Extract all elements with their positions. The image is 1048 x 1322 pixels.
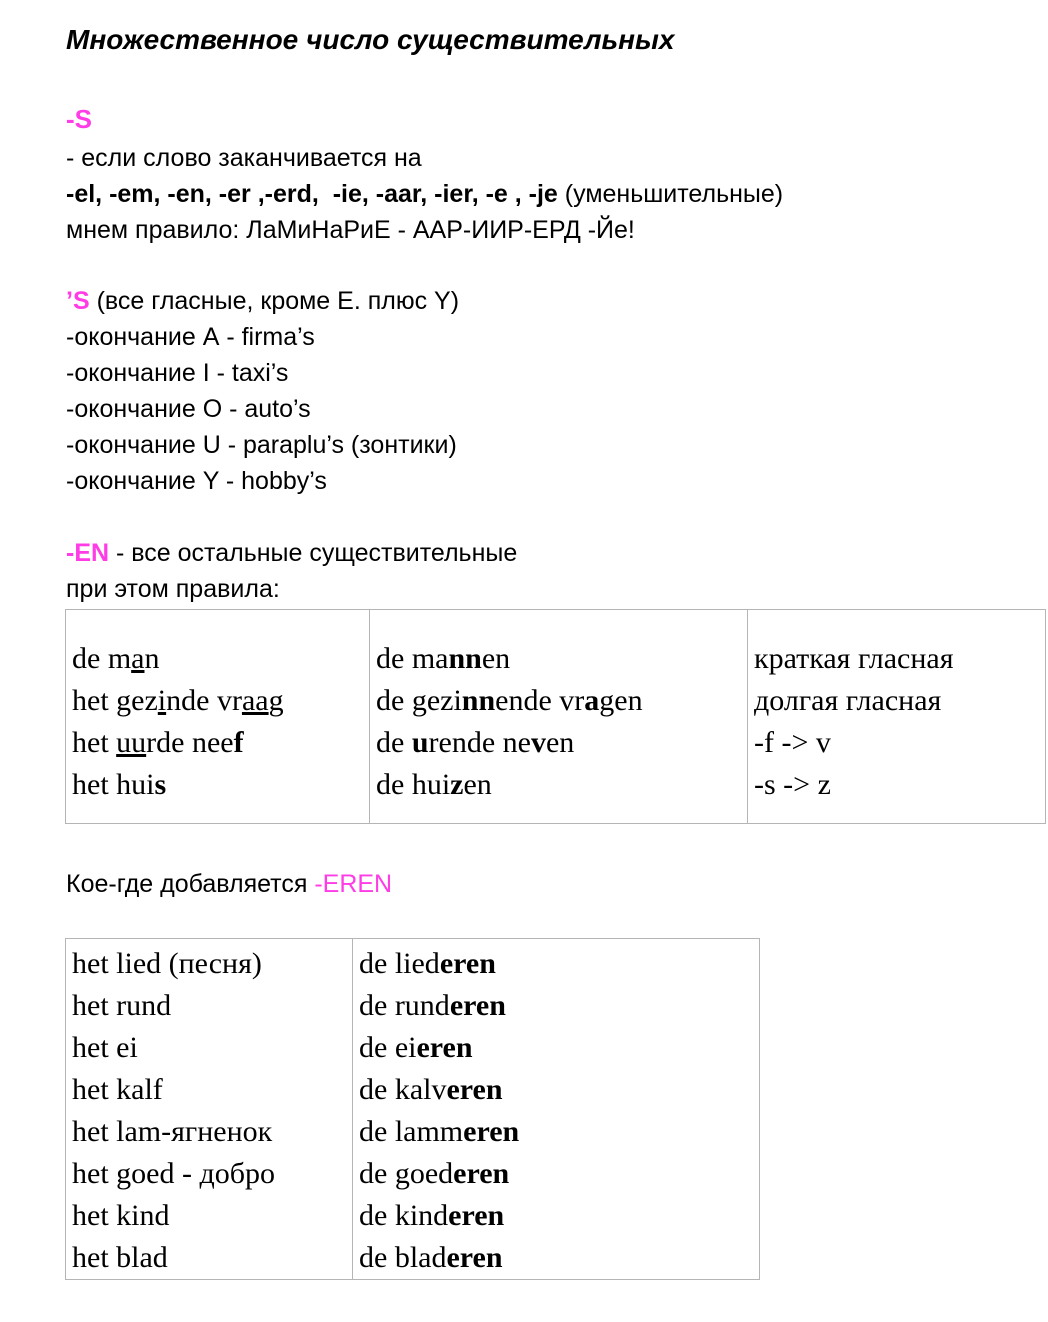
plural-base: de kind <box>359 1199 449 1232</box>
word-fragment: het gez <box>72 684 158 717</box>
word-fragment: v <box>530 726 546 759</box>
word-fragment: de hui <box>376 768 451 801</box>
eren-singular: het lied (песня) <box>72 947 262 980</box>
rule-text: -s -> z <box>754 768 831 801</box>
rules-table-rule-col <box>748 610 1046 824</box>
section-apos-item: -окончание Y - hobby’s <box>66 467 327 495</box>
plural-word <box>376 680 741 722</box>
word-fragment: nn <box>461 684 496 717</box>
eren-singular: het lam-ягненок <box>72 1115 273 1148</box>
eren-plural <box>359 985 753 1027</box>
eren-singular: het rund <box>72 989 172 1022</box>
word-fragment: nn <box>448 642 482 675</box>
section-en-heading-line <box>66 535 517 571</box>
eren-singular-col <box>66 939 353 1280</box>
section-s-endings: -el, -em, -en, -er ,-erd, -ie, -aar, -ier, -e , -je <box>66 180 558 208</box>
plural-word <box>376 764 741 806</box>
eren-plural <box>359 1237 753 1279</box>
plural-base: de goed <box>359 1157 454 1190</box>
plural-suffix: eren <box>448 1199 505 1232</box>
rules-table-singular-col <box>66 610 370 824</box>
word-fragment: z <box>450 768 464 801</box>
eren-plural <box>359 1195 753 1237</box>
plural-base: de rund <box>359 989 450 1022</box>
section-en-line2: при этом правила: <box>66 575 280 603</box>
section-apos-heading-line <box>66 283 459 319</box>
word-fragment: de ma <box>376 642 449 675</box>
word-fragment: f <box>233 726 244 759</box>
plural-base: de lamm <box>359 1115 464 1148</box>
word-fragment: n <box>144 642 160 675</box>
word-fragment: aa <box>241 684 269 717</box>
plural-base: de blad <box>359 1241 447 1274</box>
plural-suffix: eren <box>439 947 496 980</box>
plural-suffix: eren <box>446 1073 503 1106</box>
word-fragment: gen <box>599 684 643 717</box>
word-fragment: het <box>72 726 117 759</box>
word-fragment: en <box>545 726 575 759</box>
plural-suffix: eren <box>449 989 506 1022</box>
section-apos-item: -окончание I - taxi’s <box>66 359 289 387</box>
word-fragment: s <box>154 768 167 801</box>
rule-text: краткая гласная <box>754 642 954 675</box>
section-eren-line <box>66 866 392 902</box>
section-apos-heading: ’S <box>66 287 90 315</box>
eren-plural <box>359 1027 753 1069</box>
eren-singular: het blad <box>72 1241 168 1274</box>
section-s-line1: - если слово заканчивается на <box>66 144 422 172</box>
rules-table <box>65 609 1046 824</box>
word-fragment: en <box>463 768 492 801</box>
word-fragment: ende vr <box>495 684 585 717</box>
rule-text: долгая гласная <box>754 684 942 717</box>
word-fragment: de m <box>72 642 132 675</box>
word-fragment: de <box>376 726 412 759</box>
section-eren-highlight: -EREN <box>314 870 393 898</box>
eren-plural-col <box>353 939 760 1280</box>
eren-singular: het kalf <box>72 1073 163 1106</box>
word-fragment: en <box>481 642 511 675</box>
eren-singular: het kind <box>72 1199 170 1232</box>
word-fragment: a <box>584 684 600 717</box>
word-fragment: nde vr <box>166 684 242 717</box>
eren-plural <box>359 1111 753 1153</box>
section-en-heading-note: - все остальные существительные <box>109 539 518 567</box>
word-fragment: rde nee <box>146 726 234 759</box>
section-en-heading: -EN <box>66 539 110 567</box>
plural-suffix: eren <box>446 1241 503 1274</box>
plural-base: de lied <box>359 947 440 980</box>
eren-plural <box>359 1069 753 1111</box>
section-s-endings-line <box>66 176 783 212</box>
eren-singular: het ei <box>72 1031 138 1064</box>
eren-plural <box>359 1153 753 1195</box>
section-s-endings-note: (уменьшительные) <box>557 180 784 208</box>
section-s-heading: -S <box>66 104 92 134</box>
word-fragment: g <box>268 684 284 717</box>
plural-base: de kalv <box>359 1073 447 1106</box>
section-apos-heading-note: (все гласные, кроме Е. плюс Y) <box>89 287 460 315</box>
singular-word <box>72 638 363 680</box>
section-apos-item: -окончание О - auto’s <box>66 395 311 423</box>
plural-suffix: eren <box>463 1115 520 1148</box>
word-fragment: i <box>157 684 167 717</box>
word-fragment: a <box>131 642 145 675</box>
page-title: Множественное число существительных <box>66 24 675 55</box>
eren-plural <box>359 943 753 985</box>
word-fragment: uu <box>116 726 147 759</box>
word-fragment: rende ne <box>428 726 531 759</box>
section-apos-item: -окончание U - paraplu’s (зонтики) <box>66 431 457 459</box>
plural-word <box>376 722 741 764</box>
section-apos-item: -окончание А - firma’s <box>66 323 315 351</box>
plural-base: de ei <box>359 1031 417 1064</box>
plural-suffix: eren <box>453 1157 510 1190</box>
word-fragment: de gezi <box>376 684 462 717</box>
eren-singular: het goed - добро <box>72 1157 275 1190</box>
section-eren-text: Кое-где добавляется <box>66 870 315 898</box>
word-fragment: u <box>411 726 429 759</box>
singular-word <box>72 722 363 764</box>
section-s-mnemonic: мнем правило: ЛаМиНаРиЕ - ААР-ИИР-ЕРД -Йе! <box>66 216 635 244</box>
plural-word <box>376 638 741 680</box>
plural-suffix: eren <box>416 1031 473 1064</box>
rules-table-plural-col <box>370 610 748 824</box>
singular-word <box>72 764 363 806</box>
word-fragment: het hui <box>72 768 155 801</box>
singular-word <box>72 680 363 722</box>
eren-table <box>65 938 760 1280</box>
rule-text: -f -> v <box>754 726 831 759</box>
